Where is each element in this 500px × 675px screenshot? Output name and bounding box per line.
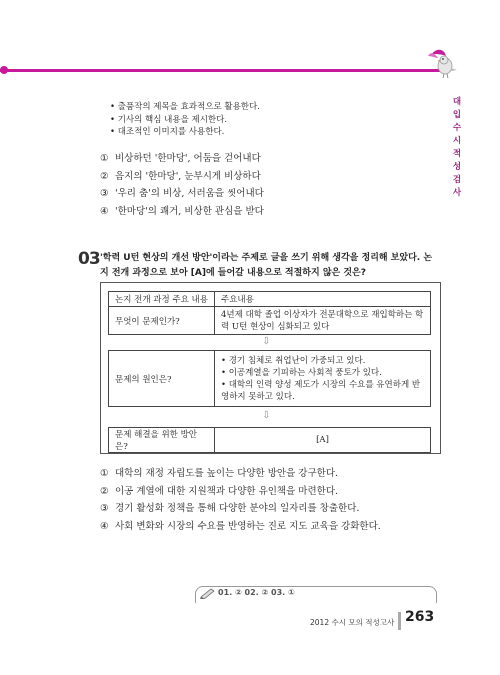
outline-table-top: [108, 291, 431, 335]
option-item[interactable]: ④ '한마당'의 쾌거, 비상한 관심을 받다: [100, 205, 264, 217]
flow-arrow-icon: ⇩: [262, 336, 271, 347]
row-problem-content: 4년제 대학 졸업 이상자가 전문대학으로 재입학하는 학력 U턴 현상이 심화되고 있다: [215, 307, 431, 335]
section-side-label: [450, 96, 464, 200]
pencil-icon: [200, 587, 216, 599]
option-item[interactable]: ③ 경기 활성화 정책을 통해 다양한 분야의 일자리를 창출한다.: [100, 503, 360, 514]
side-label-char: 시: [452, 136, 462, 146]
question-text: '학력 U턴 현상의 개선 방안'이라는 주제로 글을 쓰기 위해 생각을 정리해 보았다. 논지 전개 과정으로 보아 [A]에 들어갈 내용으로 적절하지 않은 것은?: [100, 253, 433, 278]
question-number: 03: [78, 249, 100, 269]
option-item[interactable]: ④ 사회 변화와 시장의 수요를 반영하는 진로 지도 교육을 강화한다.: [100, 520, 381, 532]
outline-table-bottom: [108, 427, 431, 453]
condition-item: • 출품작의 제목을 효과적으로 활용한다.: [110, 101, 430, 114]
row-solution-content: [A]: [215, 428, 431, 453]
answer-key: 01. ② 02. ② 03. ①: [218, 588, 295, 597]
prev-question-options: [100, 150, 264, 220]
header-rule: [0, 69, 448, 72]
condition-item: • 대조적인 이미지를 사용한다.: [110, 126, 430, 139]
table-header-left: 논지 전개 과정 주요 내용: [109, 292, 215, 307]
header-rule-dot: [0, 66, 8, 74]
side-label-char: 검: [452, 175, 462, 185]
condition-item: • 기사의 핵심 내용을 제시한다.: [110, 114, 430, 127]
side-label-char: 성: [452, 162, 462, 172]
footer-divider: [398, 612, 401, 630]
row-problem-label: 무엇이 문제인가?: [109, 307, 215, 335]
row-solution-label: 문제 해결을 위한 방안은?: [109, 428, 215, 453]
option-item[interactable]: ② 음지의 '한마당', 눈부시게 비상하다: [100, 170, 261, 182]
question-options: [100, 465, 381, 535]
table-header-right: 주요내용: [215, 292, 431, 307]
page-number: 263: [405, 609, 435, 625]
side-label-char: 수: [452, 123, 462, 133]
cause-item: • 대학의 인력 양성 제도가 시장의 수요를 유연하게 반영하지 못하고 있다.: [221, 379, 421, 402]
footer-title: 2012 수시 모의 적성고사: [310, 618, 395, 627]
option-item[interactable]: ② 이공 계열에 대한 지원책과 다양한 유인책을 마련한다.: [100, 485, 339, 497]
cause-item: • 경기 침체로 취업난이 가중되고 있다.: [221, 355, 366, 366]
row-cause-label: 문제의 원인은?: [109, 351, 215, 407]
option-item[interactable]: ① 대학의 재정 자립도를 높이는 다양한 방안을 강구한다.: [100, 468, 339, 479]
flow-arrow-icon: ⇩: [262, 410, 271, 421]
option-item[interactable]: ① 비상하던 '한마당', 어둠을 걷어내다: [100, 153, 261, 164]
side-label-char: 대: [452, 97, 462, 107]
bird-icon: [424, 44, 464, 84]
cause-item: • 이공계열을 기피하는 사회적 풍토가 있다.: [221, 367, 382, 378]
side-label-char: 사: [452, 188, 462, 198]
row-cause-content: [215, 351, 431, 407]
outline-table-middle: [108, 350, 431, 407]
side-label-char: 적: [452, 149, 462, 159]
prev-question-conditions: [110, 101, 430, 139]
option-item[interactable]: ③ '우리 춤'의 비상, 서러움을 씻어내다: [100, 188, 264, 199]
side-label-char: 입: [452, 110, 462, 120]
